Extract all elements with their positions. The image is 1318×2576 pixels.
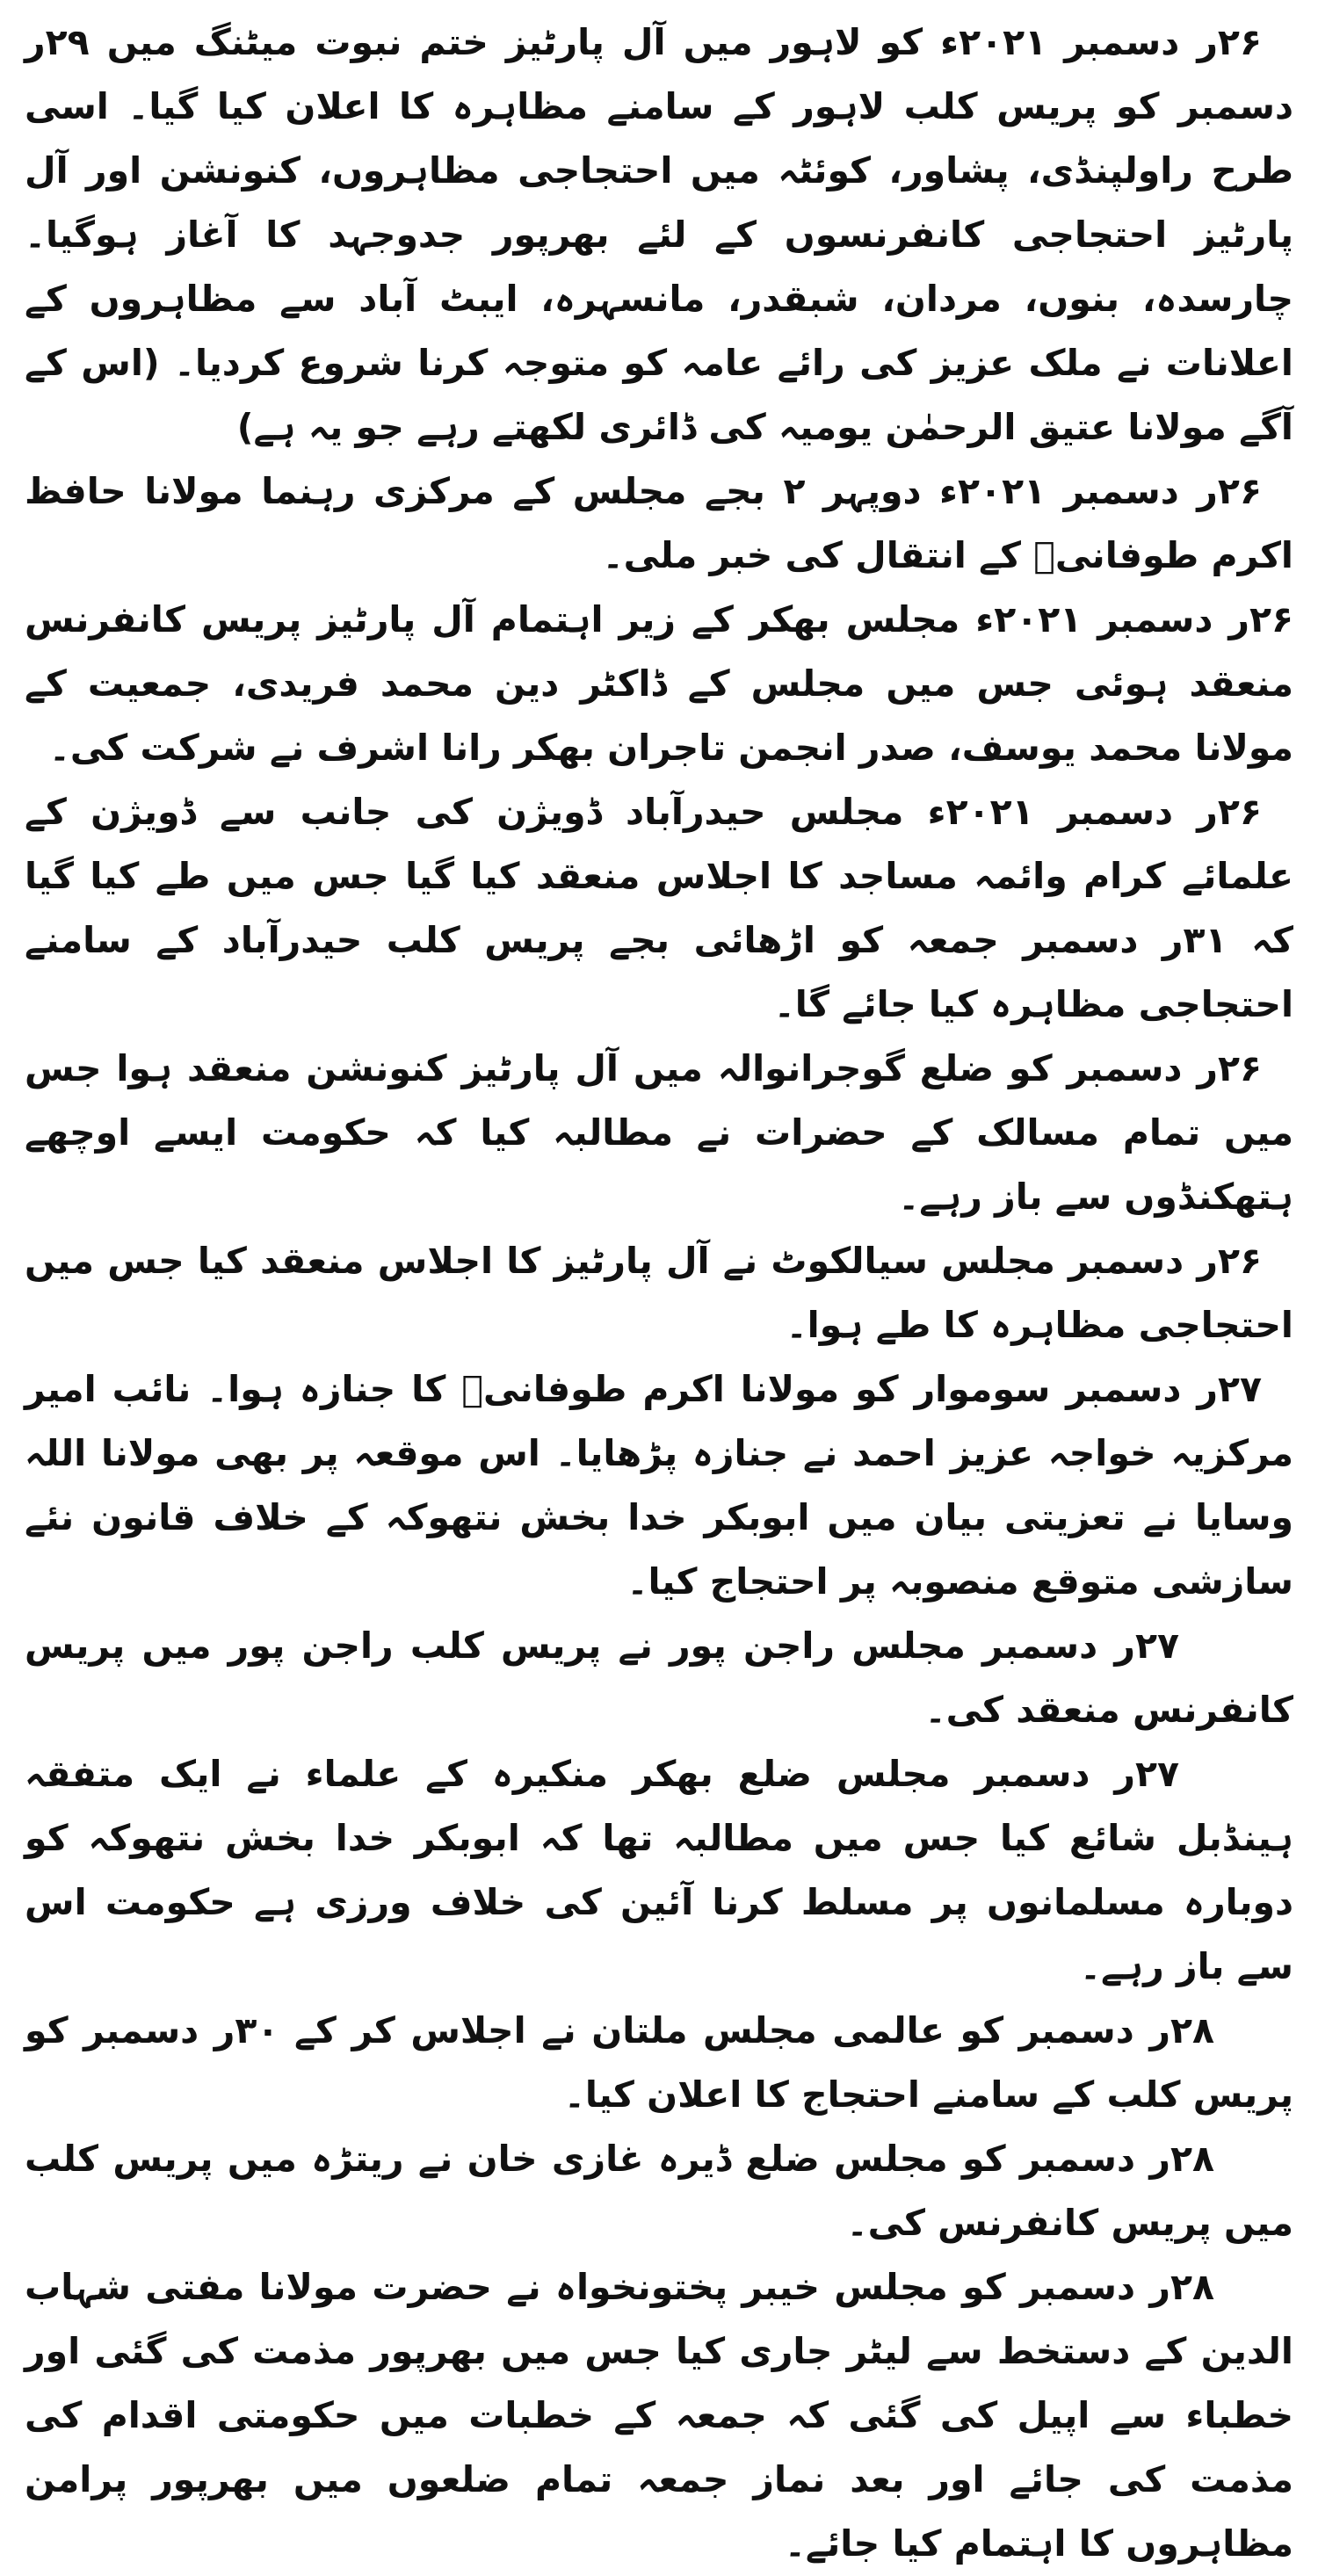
paragraph-9: ۲۷ر دسمبر مجلس ضلع بھکر منکیرہ کے علماء نے ایک متفقہ ہینڈبل شائع کیا جس میں مطالبہ تھا کہ ابوبکر خدا بخش نتھوکہ کو دوبارہ مسلمانوں پر مسلط کرنا آئین کی خلاف ورزی ہے حکومت اس سے باز رہے۔	[25, 1753, 1293, 1987]
paragraph-4: ۲۶ر دسمبر ۲۰۲۱ء مجلس حیدرآباد ڈویژن کی جانب سے ڈویژن کے علمائے کرام وائمہ مساجد کا اجلاس منعقد کیا گیا جس میں طے کیا گیا کہ ۳۱ر دسمبر جمعہ کو اڑھائی بجے پریس کلب حیدرآباد کے سامنے احتجاجی مظاہرہ کیا جائے گا۔	[25, 791, 1293, 1025]
paragraph-8: ۲۷ر دسمبر مجلس راجن پور نے پریس کلب راجن پور میں پریس کانفرنس منعقد کی۔	[25, 1624, 1293, 1731]
paragraph-5: ۲۶ر دسمبر کو ضلع گوجرانوالہ میں آل پارٹیز کنونشن منعقد ہوا جس میں تمام مسالک کے حضرات نے مطالبہ کیا کہ حکومت ایسے اوچھے ہتھکنڈوں سے باز رہے۔	[25, 1047, 1293, 1218]
paragraph-7: ۲۷ر دسمبر سوموار کو مولانا اکرم طوفانیؒ کا جنازہ ہوا۔ نائب امیر مرکزیہ خواجہ عزیز احمد نے جنازہ پڑھایا۔ اس موقعہ پر بھی مولانا اللہ وسایا نے تعزیتی بیان میں ابوبکر خدا بخش نتھوکہ کے خلاف قانون نئے سازشی متوقع منصوبہ پر احتجاج کیا۔	[25, 1368, 1293, 1603]
paragraph-6: ۲۶ر دسمبر مجلس سیالکوٹ نے آل پارٹیز کا اجلاس منعقد کیا جس میں احتجاجی مظاہرہ کا طے ہوا۔	[25, 1240, 1293, 1346]
paragraph-12: ۲۸ر دسمبر کو مجلس خیبر پختونخواہ نے حضرت مولانا مفتی شہاب الدین کے دستخط سے لیٹر جاری کیا جس میں بھرپور مذمت کی گئی اور خطباء سے اپیل کی گئی کہ جمعہ کے خطبات میں حکومتی اقدام کی مذمت کی جائے اور بعد نماز جمعہ تمام ضلعوں میں بھرپور پرامن مظاہروں کا اہتمام کیا جائے۔	[25, 2266, 1293, 2565]
paragraph-11: ۲۸ر دسمبر کو مجلس ضلع ڈیرہ غازی خان نے ریتڑہ میں پریس کلب میں پریس کانفرنس کی۔	[25, 2138, 1293, 2244]
paragraph-2: ۲۶ر دسمبر ۲۰۲۱ء دوپہر ۲ بجے مجلس کے مرکزی رہنما مولانا حافظ اکرم طوفانیؒ کے انتقال کی خبر ملی۔	[25, 470, 1293, 576]
paragraph-3: ۲۶ر دسمبر ۲۰۲۱ء مجلس بھکر کے زیر اہتمام آل پارٹیز پریس کانفرنس منعقد ہوئی جس میں مجلس کے ڈاکٹر دین محمد فریدی، جمعیت کے مولانا محمد یوسف، صدر انجمن تاجران بھکر رانا اشرف نے شرکت کی۔	[25, 598, 1293, 769]
paragraph-1: ۲۶ر دسمبر ۲۰۲۱ء کو لاہور میں آل پارٹیز ختم نبوت میٹنگ میں ۲۹ر دسمبر کو پریس کلب لاہور کے سامنے مظاہرہ کا اعلان کیا گیا۔ اسی طرح راولپنڈی، پشاور، کوئٹہ میں احتجاجی مظاہروں، کنونشن اور آل پارٹیز احتجاجی کانفرنسوں کے لئے بھرپور جدوجہد کا آغاز ہوگیا۔ چارسدہ، بنوں، مردان، شبقدر، مانسہرہ، ایبٹ آباد سے مظاہروں کے اعلانات نے ملک عزیز کی رائے عامہ کو متوجہ کرنا شروع کردیا۔ (اس کے آگے مولانا عتیق الرحمٰن یومیہ کی ڈائری لکھتے رہے جو یہ ہے)	[25, 21, 1293, 448]
paragraph-10: ۲۸ر دسمبر کو عالمی مجلس ملتان نے اجلاس کر کے ۳۰ر دسمبر کو پریس کلب کے سامنے احتجاج کا اعلان کیا۔	[25, 2009, 1293, 2116]
